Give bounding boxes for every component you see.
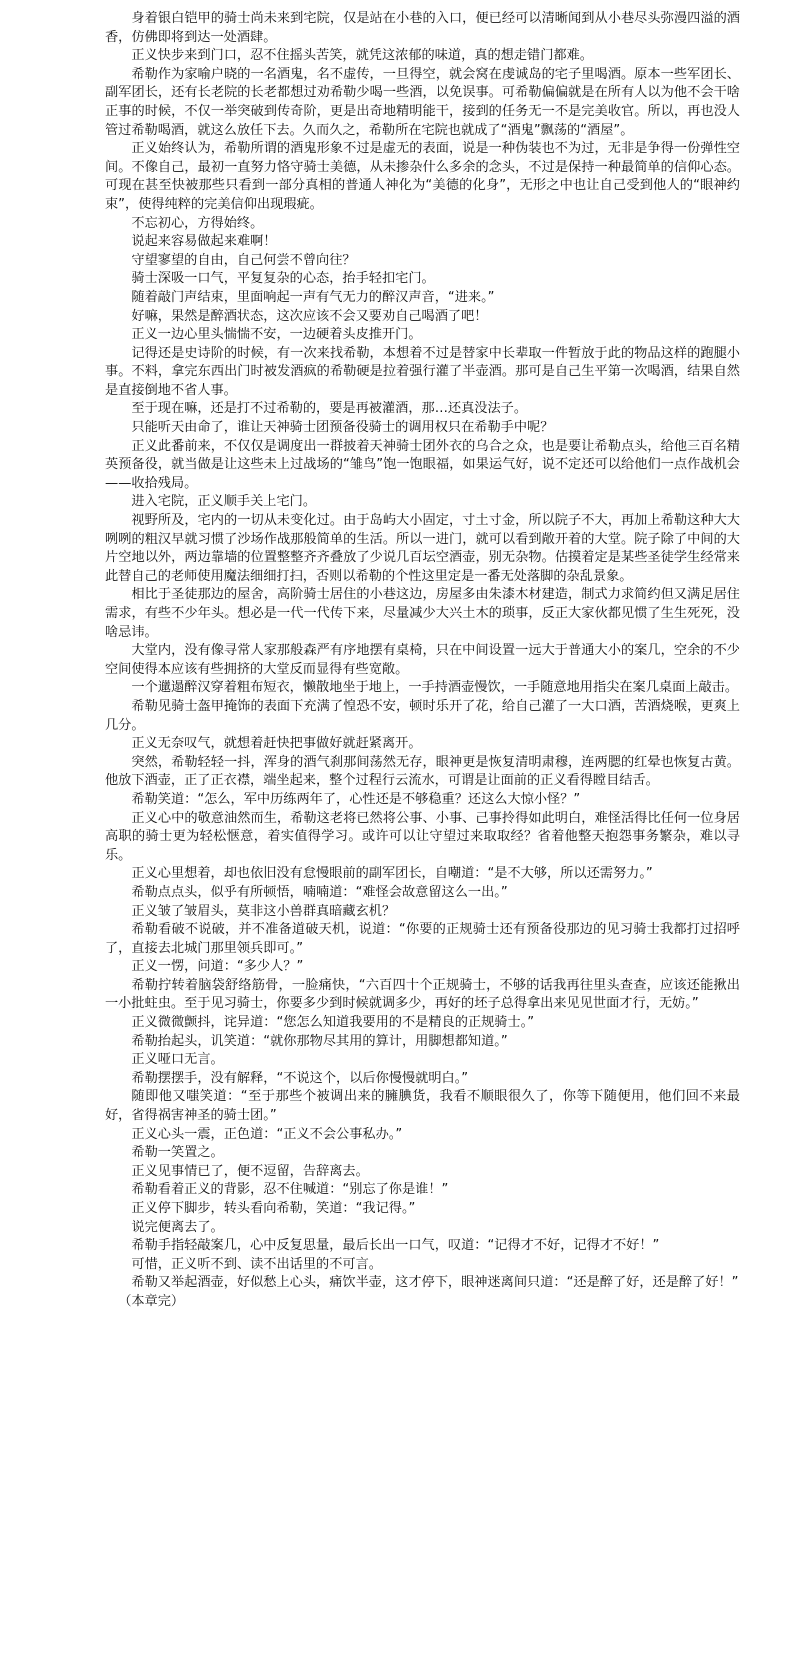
paragraph: 正义一愣，问道：“多少人？” [131, 959, 304, 975]
paragraph: 正义见事情已了，便不逗留，告辞离去。 [131, 1163, 369, 1179]
paragraph: 只能听天由命了，谁让天神骑士团预备役骑士的调用权只在希勒手中呢？ [131, 420, 554, 436]
paragraph: 身着银白铠甲的骑士尚未来到宅院，仅是站在小巷的入口，便已经可以清晰闻到从小巷尽头弥漫四溢的酒香，仿佛即将到达一处酒肆。 [105, 11, 740, 45]
paragraph: 正义无奈叹气，就想着赶快把事做好就赶紧离开。 [131, 736, 422, 752]
paragraph: 视野所及，宅内的一切从未变化过。由于岛屿大小固定，寸土寸金，所以院子不大，再加上希勒这种大大咧咧的粗汉早就习惯了沙场作战那般简单的生活。所以一进门，就可以看到敞开着的大堂。院子除了中间的大片空地以外，两边靠墙的位置整整齐齐叠放了少说几百坛空酒壶，别无杂物。估摸着定是某些圣徒学生经常来此替自己的老师使用魔法细细打扫，否则以希勒的个性这里定是一番无处落脚的杂乱景象。 [105, 513, 740, 584]
paragraph: 守望寥望的自由，自己何尝不曾向往？ [131, 252, 356, 268]
paragraph: 好嘛，果然是醉酒状态，这次应该不会又要劝自己喝酒了吧！ [131, 308, 488, 324]
paragraph: 说完便离去了。 [131, 1219, 224, 1235]
paragraph: 正义微微颤抖，诧异道：“您怎么知道我要用的不是精良的正规骑士。” [131, 1015, 535, 1031]
paragraph: 进入宅院，正义顺手关上宅门。 [131, 494, 317, 510]
paragraph: 大堂内，没有像寻常人家那般森严有序地摆有桌椅，只在中间设置一远大于普通大小的案几，空余的不少空间使得本应该有些拥挤的大堂反而显得有些宽敞。 [105, 643, 740, 677]
paragraph: 希勒手指轻敲案几，心中反复思量，最后长出一口气，叹道：“记得才不好，记得才不好！” [131, 1238, 660, 1254]
paragraph: 希勒看破不说破，并不准备道破天机，说道：“你要的正规骑士还有预备役那边的见习骑士我都打过招呼了，直接去北城门那里领兵即可。” [105, 922, 740, 956]
paragraph: 正义皱了皱眉头，莫非这小兽群真暗藏玄机？ [131, 903, 396, 919]
paragraph: 突然，希勒轻轻一抖，浑身的酒气刹那间荡然无存，眼神更是恢复清明肃穆，连两腮的红晕也恢复古黄。他放下酒壶，正了正衣襟，端坐起来，整个过程行云流水，可谓是让面前的正义看得瞠目结舌。 [105, 754, 740, 789]
paragraph: 希勒作为家喻户晓的一名酒鬼，名不虚传，一旦得空，就会窝在虔诚岛的宅子里喝酒。原本一些军团长、副军团长，还有长老院的长老都想过劝希勒少喝一些酒，以免误事。可希勒偏偏就是在所有人以为他不会干啥正事的时候，不仅一举突破到传奇阶，更是出奇地精明能干，接到的任务无一不是完美收官。所以，再也没人管过希勒喝酒，就这么放任下去。久而久之，希勒所在宅院也就成了“酒鬼”飘荡的“酒屋”。 [105, 66, 740, 138]
paragraph: 希勒点点头，似乎有所顿悟，喃喃道：“难怪会故意留这么一出。” [131, 884, 508, 900]
paragraph: 希勒抬起头，讥笑道：“就你那物尽其用的算计，用脚想都知道。” [131, 1033, 508, 1049]
paragraph: 骑士深吸一口气，平复复杂的心态，抬手轻扣宅门。 [131, 271, 435, 287]
paragraph: 希勒笑道：“怎么，军中历练两年了，心性还是不够稳重？还这么大惊小怪？” [131, 791, 581, 807]
paragraph: 正义此番前来，不仅仅是调度出一群披着天神骑士团外衣的乌合之众，也是要让希勒点头，给他三百名精英预备役，就当做是让这些未上过战场的“雏鸟”饱一饱眼福，如果运气好，说不定还可以给他们一点作战机会——收拾残局。 [105, 438, 740, 491]
paragraph: 正义心头一震，正色道：“正义不会公事私办。” [131, 1126, 403, 1142]
paragraph: 随即他又嗤笑道：“至于那些个被调出来的臃腆货，我看不顺眼很久了，你等下随便用，他们回不来最好，省得祸害神圣的骑士团。” [105, 1089, 740, 1124]
chapter-end-marker: （本章完） [118, 1293, 185, 1309]
paragraph: 希勒见骑士盔甲掩饰的表面下充满了惶恐不安，顿时乐开了花，给自己灌了一大口酒，苦酒烧喉，更爽上几分。 [105, 698, 740, 733]
paragraph: 正义一边心里头惴惴不安，一边硬着头皮推开门。 [131, 327, 422, 343]
paragraph: 说起来容易做起来难啊！ [131, 234, 277, 250]
paragraph: 记得还是史诗阶的时候，有一次来找希勒，本想着不过是替家中长辈取一件暂放于此的物品这样的跑腿小事。不料，拿完东西出门时被发酒疯的希勒硬是拉着强行灌了半壶酒。那可是自己生平第一次喝酒，结果自然是直接倒地不省人事。 [105, 345, 740, 398]
paragraph: 随着敲门声结束，里面响起一声有气无力的醉汉声音，“进来。” [131, 289, 495, 305]
paragraph: 希勒看着正义的背影，忍不住喊道：“别忘了你是谁！” [131, 1182, 449, 1198]
paragraph: 希勒拧转着脑袋舒络筋骨，一脸痛快，“六百四十个正规骑士，不够的话我再往里头查查，应该还能揪出一小批蛀虫。至于见习骑士，你要多少到时候就调多少，再好的坯子总得拿出来见见世面才行，无妨。” [105, 977, 740, 1012]
paragraph: 希勒一笑置之。 [131, 1145, 224, 1161]
paragraph: 一个邋遢醉汉穿着粗布短衣，懒散地坐于地上，一手持酒壶慢饮，一手随意地用指尖在案几桌面上敲击。 [131, 680, 739, 696]
paragraph: 希勒摆摆手，没有解释，“不说这个，以后你慢慢就明白。” [131, 1070, 469, 1086]
paragraph: 正义心里想着，却也依旧没有怠慢眼前的副军团长，自嘲道：“是不大够，所以还需努力。” [131, 866, 653, 882]
paragraph: 相比于圣徒那边的屋舍，高阶骑士居住的小巷这边，房屋多由朱漆木材建造，制式力求简约但又满足居住需求，有些不少年头。想必是一代一代传下来，尽量减少大兴土木的琐事，反正大家伙都见惯了生生死死，没啥忌讳。 [105, 587, 740, 640]
paragraph: 不忘初心，方得始终。 [131, 215, 264, 231]
paragraph: 正义始终认为，希勒所谓的酒鬼形象不过是虚无的表面，说是一种伪装也不为过，无非是争得一份弹性空间。不像自己，最初一直努力恪守骑士美德，从未掺杂什么多余的念头，不过是保持一种最简单的信仰心态。可现在甚至快被那些只看到一部分真相的普通人神化为“美德的化身”，无形之中也让自己受到他人的“眼神约束”，使得纯粹的完美信仰出现瑕疵。 [105, 141, 740, 212]
paragraph: 正义心中的敬意油然而生，希勒这老将已然将公事、小事、己事拎得如此明白，难怪活得比任何一位身居高职的骑士更为轻松惬意，着实值得学习。或许可以让守望过来取取经？省着他整天抱怨事务繁杂，难以寻乐。 [105, 810, 740, 863]
paragraph: 希勒又举起酒壶，好似愁上心头，痛饮半壶，这才停下，眼神迷离间只道：“还是醉了好，还是醉了好！” [131, 1275, 739, 1291]
paragraph: 可惜，正义听不到、读不出话里的不可言。 [131, 1256, 382, 1272]
paragraph: 至于现在嘛，还是打不过希勒的，要是再被灌酒，那…还真没法子。 [131, 401, 528, 417]
paragraph: 正义哑口无言。 [131, 1052, 224, 1068]
chapter-text [105, 10, 740, 1312]
paragraph: 正义停下脚步，转头看向希勒，笑道：“我记得。” [131, 1201, 416, 1216]
paragraph: 正义快步来到门口，忍不住摇头苦笑，就凭这浓郁的味道，真的想走错门都难。 [131, 48, 593, 64]
